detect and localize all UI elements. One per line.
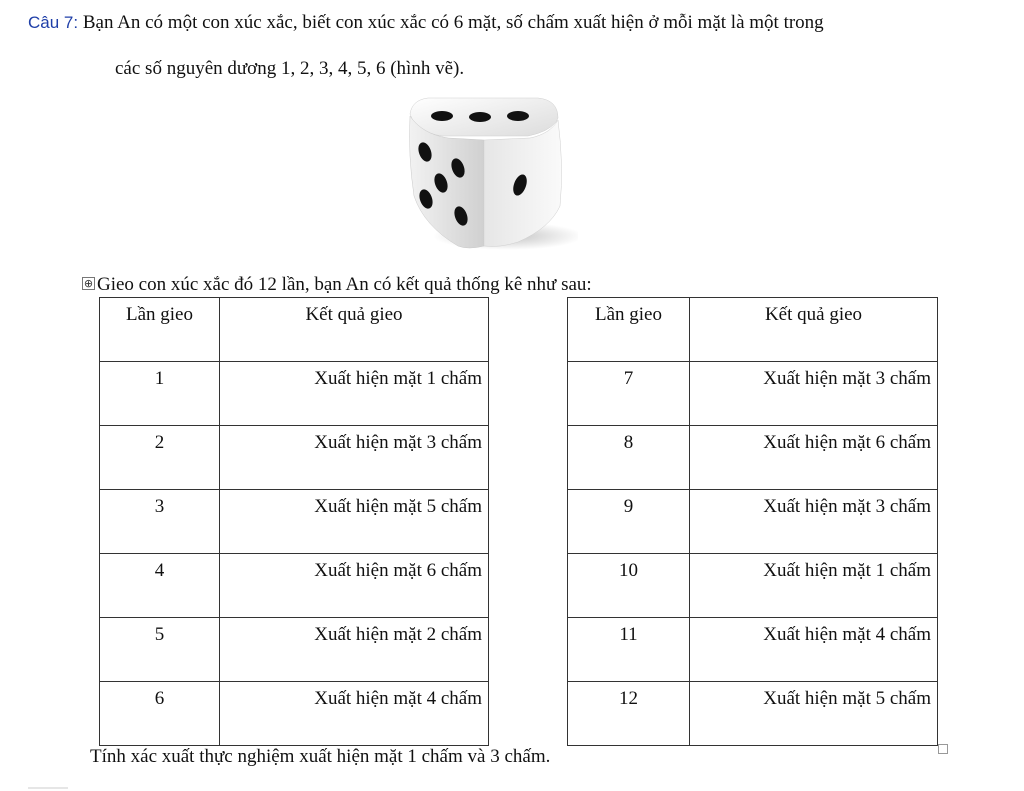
table-row: [100, 554, 489, 618]
header-roll: Lần gieo: [100, 298, 220, 362]
roll-number: 4: [100, 554, 220, 618]
roll-result: Xuất hiện mặt 1 chấm: [220, 362, 489, 426]
roll-result: Xuất hiện mặt 2 chấm: [220, 618, 489, 682]
table-resize-handle[interactable]: [938, 744, 948, 754]
table-move-handle-icon[interactable]: ⊕: [83, 277, 94, 290]
table-header-row: [100, 298, 489, 362]
roll-number: 11: [568, 618, 690, 682]
results-table-left: [99, 297, 489, 746]
roll-result: Xuất hiện mặt 4 chấm: [220, 682, 489, 746]
table-row: [568, 490, 938, 554]
header-roll: Lần gieo: [568, 298, 690, 362]
intro-text: [82, 274, 592, 296]
table-row: [568, 554, 938, 618]
roll-result: Xuất hiện mặt 3 chấm: [220, 426, 489, 490]
question-line-1: [28, 12, 824, 34]
table-row: [568, 618, 938, 682]
results-table-right: [567, 297, 938, 746]
header-result: Kết quả gieo: [220, 298, 489, 362]
roll-result: Xuất hiện mặt 3 chấm: [690, 490, 938, 554]
page-edge-mark: [28, 787, 68, 789]
intro-label: Gieo con xúc xắc đó 12 lần, bạn An có kết quả thống kê như sau:: [97, 274, 592, 295]
question-label: Câu 7:: [28, 13, 79, 32]
roll-number: 8: [568, 426, 690, 490]
roll-number: 3: [100, 490, 220, 554]
roll-result: Xuất hiện mặt 4 chấm: [690, 618, 938, 682]
roll-number: 10: [568, 554, 690, 618]
table-row: [568, 362, 938, 426]
header-result: Kết quả gieo: [690, 298, 938, 362]
roll-number: 6: [100, 682, 220, 746]
roll-result: Xuất hiện mặt 5 chấm: [220, 490, 489, 554]
table-row: [100, 426, 489, 490]
roll-number: 5: [100, 618, 220, 682]
roll-number: 2: [100, 426, 220, 490]
question-text-2: các số nguyên dương 1, 2, 3, 4, 5, 6 (hình vẽ).: [115, 58, 465, 79]
table-row: [568, 682, 938, 746]
table-row: [100, 362, 489, 426]
roll-result: Xuất hiện mặt 5 chấm: [690, 682, 938, 746]
roll-number: 12: [568, 682, 690, 746]
roll-result: Xuất hiện mặt 6 chấm: [690, 426, 938, 490]
roll-number: 1: [100, 362, 220, 426]
dice-image: [398, 86, 578, 256]
roll-result: Xuất hiện mặt 3 chấm: [690, 362, 938, 426]
roll-result: Xuất hiện mặt 1 chấm: [690, 554, 938, 618]
roll-number: 9: [568, 490, 690, 554]
table-row: [100, 490, 489, 554]
task-footer-text: Tính xác xuất thực nghiệm xuất hiện mặt 1 chấm và 3 chấm.: [90, 746, 551, 767]
table-header-row: [568, 298, 938, 362]
roll-result: Xuất hiện mặt 6 chấm: [220, 554, 489, 618]
question-text-1: Bạn An có một con xúc xắc, biết con xúc xắc có 6 mặt, số chấm xuất hiện ở mỗi mặt là một trong: [78, 12, 824, 33]
table-row: [100, 618, 489, 682]
roll-number: 7: [568, 362, 690, 426]
table-row: [568, 426, 938, 490]
table-row: [100, 682, 489, 746]
